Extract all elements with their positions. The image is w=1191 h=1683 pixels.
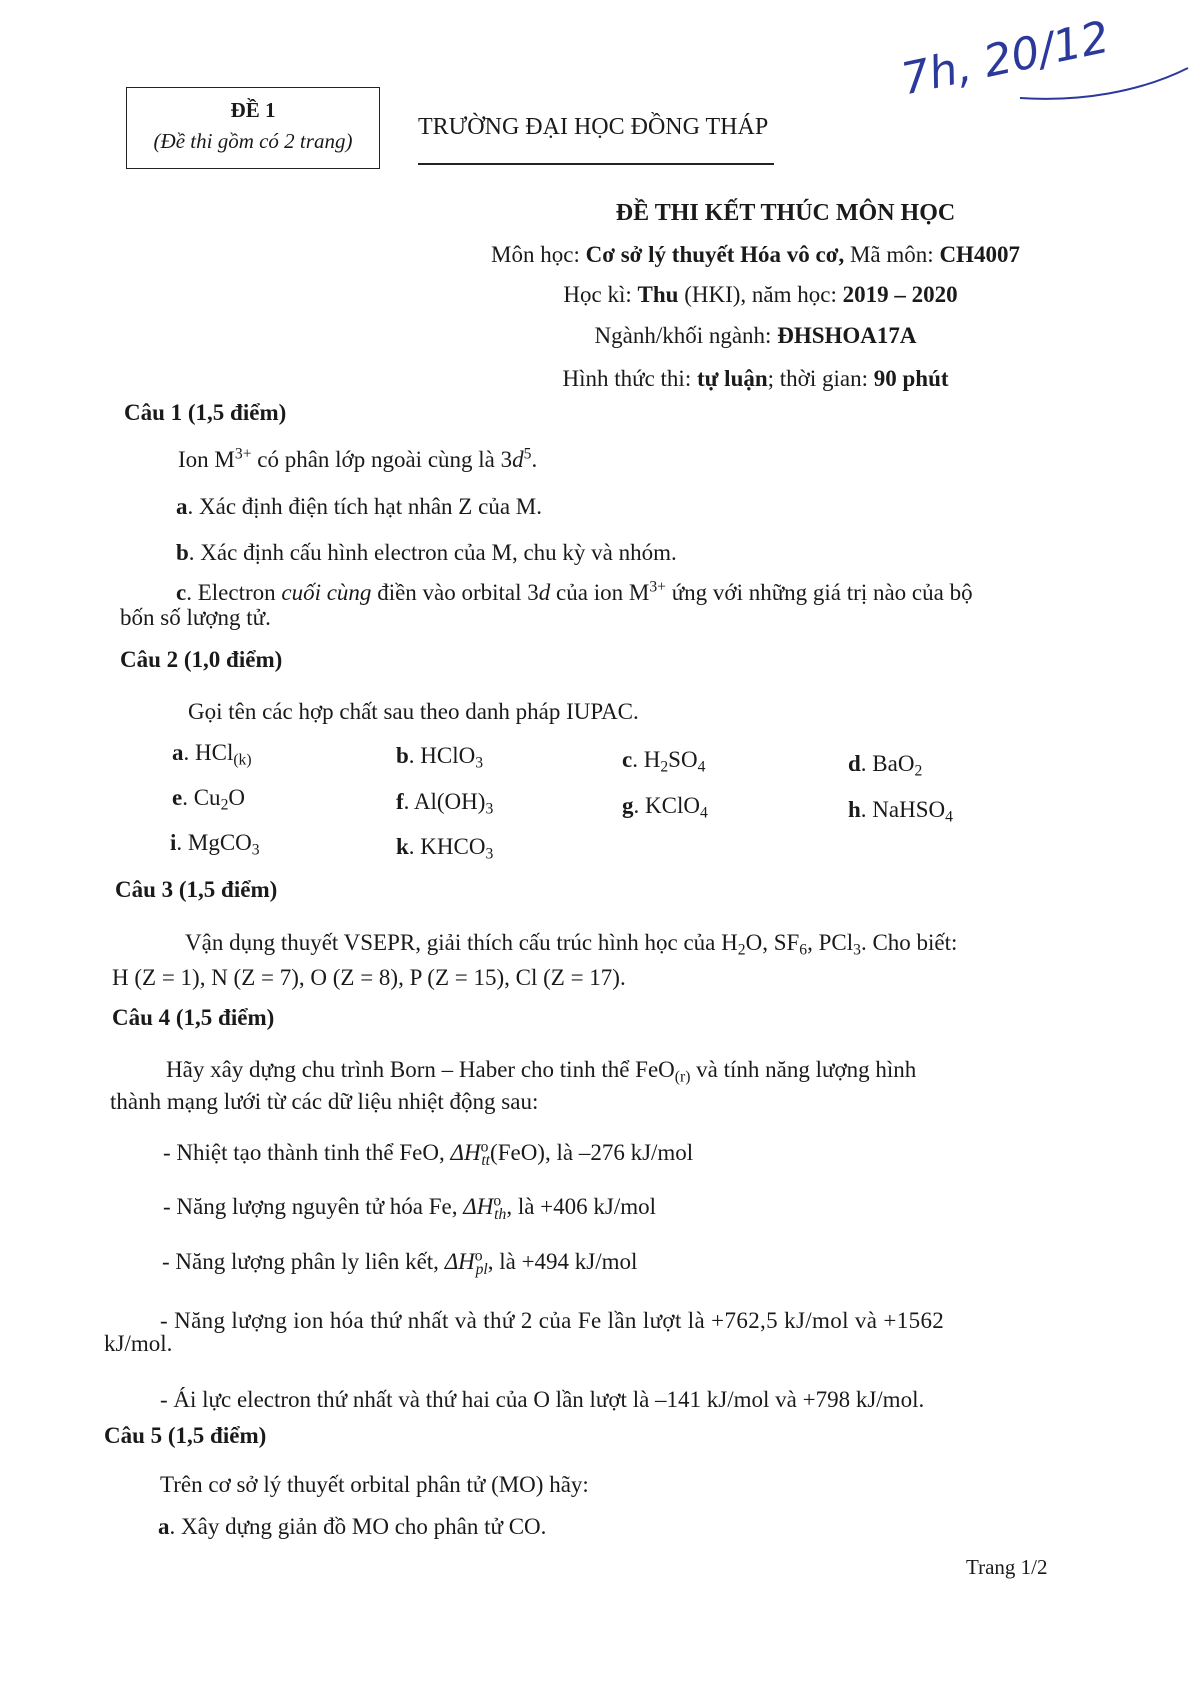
code-label: Mã môn:	[844, 242, 940, 267]
q2-item-a	[172, 738, 252, 768]
q1-c-italic: cuối cùng	[281, 580, 372, 605]
q2-f-sub: 3	[485, 800, 494, 818]
q2-item-b	[396, 741, 483, 771]
q2-i-main: . MgCO	[176, 830, 252, 855]
q3-heading: Câu 3 (1,5 điểm)	[115, 877, 278, 902]
exam-title: ĐỀ THI KẾT THÚC MÔN HỌC	[615, 200, 956, 226]
q1-c-sup: 3+	[649, 578, 666, 596]
q4-i1a: - Nhiệt tạo thành tinh thể FeO,	[163, 1140, 451, 1165]
q2-b-main: . HClO	[408, 743, 476, 768]
q1-intro-d: d	[512, 447, 524, 472]
q4-item-5: - Ái lực electron thứ nhất và thứ hai của O lần lượt là –141 kJ/mol và +798 kJ/mol.	[160, 1387, 925, 1412]
q2-a-label: a	[172, 740, 184, 765]
q4-item-4-line2: kJ/mol.	[104, 1331, 173, 1356]
q1-intro-a: Ion M	[178, 447, 235, 472]
q1-intro-b: có phân lớp ngoài cùng là 3	[251, 447, 513, 472]
q2-d-main: . BaO	[860, 751, 915, 776]
q4-heading: Câu 4 (1,5 điểm)	[112, 1005, 275, 1030]
q2-k-label: k	[396, 834, 409, 859]
time-value: 90 phút	[873, 366, 949, 391]
q4-i1-symbol: ΔH	[450, 1140, 481, 1165]
q2-h-main: . NaHSO	[860, 797, 946, 822]
q3-l1c: , PCl	[807, 930, 854, 955]
exam-code-subtitle: (Đề thi gồm có 2 trang)	[153, 129, 353, 154]
q2-item-d	[848, 749, 922, 779]
q4-i2-sub: th	[494, 1205, 507, 1223]
q1-a-text: . Xác định điện tích hạt nhân Z của M.	[187, 494, 542, 519]
q2-c-sub1: 2	[660, 758, 669, 776]
q1-c-label: c	[176, 580, 187, 605]
q3-line1	[185, 928, 957, 958]
exam-code-title: ĐỀ 1	[230, 98, 276, 122]
term-mid: (HKI), năm học:	[678, 282, 843, 307]
q3-l1s3: 3	[853, 941, 861, 959]
q4-l1a: Hãy xây dựng chu trình Born – Haber cho tinh thể FeO	[166, 1057, 675, 1082]
q1-c-text2: điền vào orbital 3	[371, 580, 539, 605]
q2-item-c	[622, 745, 705, 775]
q1-part-a	[176, 492, 542, 522]
q1-b-text: . Xác định cấu hình electron của M, chu kỳ và nhóm.	[188, 540, 677, 565]
q2-b-label: b	[396, 743, 409, 768]
q1-part-b	[176, 538, 677, 568]
q4-i1b: (FeO)	[490, 1140, 545, 1165]
q2-f-main: . Al(OH)	[403, 789, 486, 814]
q4-i3-sup: o	[474, 1247, 483, 1265]
term-label: Học kì:	[563, 282, 638, 307]
q2-item-h	[848, 795, 953, 825]
q4-i3a: - Năng lượng phân ly liên kết,	[162, 1249, 445, 1274]
header-divider	[418, 163, 774, 165]
year-value: 2019 – 2020	[842, 282, 958, 307]
q2-h-label: h	[848, 797, 861, 822]
q2-item-f	[396, 787, 493, 817]
q2-e-main: . Cu	[182, 785, 221, 810]
q2-c-mid: SO	[668, 747, 698, 772]
q4-item-3	[162, 1247, 637, 1277]
q2-g-sub: 4	[699, 804, 708, 822]
major-value: ĐHSHOA17A	[777, 323, 917, 348]
q4-item-1	[163, 1138, 693, 1168]
q2-c-sub2: 4	[697, 758, 706, 776]
q4-line1	[166, 1055, 916, 1085]
q3-l1b: O, SF	[745, 930, 800, 955]
q5-a-text: . Xây dựng giản đồ MO cho phân tử CO.	[169, 1514, 547, 1539]
q4-i1-sup: o	[480, 1138, 489, 1156]
q1-c-d: d	[538, 580, 551, 605]
term-value: Thu	[637, 282, 679, 307]
q1-c-text1: . Electron	[186, 580, 282, 605]
q1-intro-sup2: 5	[523, 445, 532, 463]
q2-item-g	[622, 791, 708, 821]
q5-part-a	[158, 1512, 546, 1542]
q2-i-sub: 3	[251, 841, 260, 859]
q3-l1d: . Cho biết:	[860, 930, 958, 955]
format-label: Hình thức thi:	[562, 366, 697, 391]
q2-e-label: e	[172, 785, 183, 810]
q2-heading: Câu 2 (1,0 điểm)	[120, 647, 283, 672]
q5-a-label: a	[158, 1514, 170, 1539]
q2-item-k	[396, 832, 493, 862]
major-label: Ngành/khối ngành:	[594, 323, 778, 348]
q4-item-4: - Năng lượng ion hóa thứ nhất và thứ 2 của Fe lần lượt là +762,5 kJ/mol và +1562	[160, 1308, 945, 1333]
q5-heading: Câu 5 (1,5 điểm)	[104, 1423, 267, 1448]
q2-a-main: . HCl	[183, 740, 234, 765]
q3-l1s2: 6	[799, 941, 808, 959]
q4-i1c: , là –276 kJ/mol	[544, 1140, 694, 1165]
q4-i2b: , là +406 kJ/mol	[506, 1194, 657, 1219]
q4-l1sub: (r)	[674, 1068, 691, 1086]
q4-line2: thành mạng lưới từ các dữ liệu nhiệt động sau:	[110, 1089, 539, 1114]
q2-item-i	[170, 828, 260, 858]
q1-intro	[178, 445, 537, 475]
q4-l1b: và tính năng lượng hình	[690, 1057, 917, 1082]
q4-i1-sub: tt	[481, 1151, 491, 1169]
q2-intro: Gọi tên các hợp chất sau theo danh pháp IUPAC.	[188, 699, 639, 724]
q1-intro-end: .	[531, 447, 538, 472]
q2-g-main: . KClO	[633, 793, 700, 818]
q2-b-sub: 3	[475, 754, 484, 772]
q4-i2a: - Năng lượng nguyên tử hóa Fe,	[163, 1194, 464, 1219]
format-line	[160, 364, 1191, 394]
q3-line2: H (Z = 1), N (Z = 7), O (Z = 8), P (Z = 15), Cl (Z = 17).	[112, 965, 626, 990]
q2-item-e	[172, 783, 245, 813]
page-number: Trang 1/2	[966, 1555, 1048, 1579]
q2-c-label: c	[622, 747, 633, 772]
q4-i3b: , là +494 kJ/mol	[487, 1249, 638, 1274]
q1-part-c-line2: bốn số lượng tử.	[120, 605, 271, 630]
term-line	[165, 280, 1191, 310]
q4-i3-sub: pl	[475, 1260, 488, 1278]
q4-item-2	[163, 1192, 656, 1222]
q4-i2-sup: o	[493, 1192, 502, 1210]
q3-l1a: Vận dụng thuyết VSEPR, giải thích cấu trúc hình học của H	[185, 930, 738, 955]
subject-name: Cơ sở lý thuyết Hóa vô cơ,	[585, 242, 845, 267]
q2-k-sub: 3	[485, 845, 494, 863]
handwritten-note: 7h, 20/12	[896, 11, 1114, 106]
q2-d-label: d	[848, 751, 861, 776]
format-value: tự luận	[696, 366, 768, 391]
q3-l1s1: 2	[737, 941, 746, 959]
q2-d-sub: 2	[914, 762, 923, 780]
q4-i2-symbol: ΔH	[463, 1194, 494, 1219]
subject-label: Môn học:	[491, 242, 586, 267]
q2-h-sub: 4	[945, 808, 953, 826]
q2-e-sub: 2	[220, 796, 229, 814]
q1-a-label: a	[176, 494, 188, 519]
q2-k-main: . KHCO	[408, 834, 486, 859]
school-name: TRƯỜNG ĐẠI HỌC ĐỒNG THÁP	[418, 114, 769, 140]
handwritten-underline	[1020, 60, 1190, 110]
q2-f-label: f	[396, 789, 404, 814]
code-value: CH4007	[939, 242, 1020, 267]
q4-i3-symbol: ΔH	[444, 1249, 475, 1274]
q2-c-main: . H	[632, 747, 661, 772]
q2-g-label: g	[622, 793, 634, 818]
exam-code-box	[126, 87, 380, 169]
time-label: ; thời gian:	[767, 366, 874, 391]
q1-c-text4: ứng với những giá trị nào của bộ	[665, 580, 973, 605]
q2-a-sub: (k)	[233, 751, 252, 769]
q5-intro: Trên cơ sở lý thuyết orbital phân tử (MO) hãy:	[160, 1472, 589, 1497]
q1-c-text3: của ion M	[550, 580, 650, 605]
q2-e-end: O	[228, 785, 245, 810]
q1-part-c	[176, 578, 973, 608]
subject-line	[160, 240, 1191, 270]
q1-intro-sup: 3+	[234, 445, 252, 463]
q2-i-label: i	[170, 830, 177, 855]
major-line	[160, 321, 1191, 351]
q1-heading: Câu 1 (1,5 điểm)	[124, 400, 287, 425]
q1-b-label: b	[176, 540, 189, 565]
